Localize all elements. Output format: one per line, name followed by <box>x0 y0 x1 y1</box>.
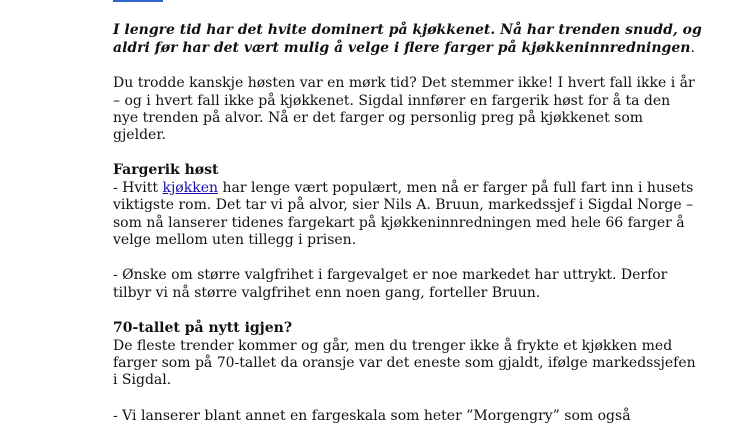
intro-line-2: – og i hvert fall ikke på kjøkkenet. Sigdal innfører en fargerik høst for å ta den <box>113 93 671 109</box>
lead-line-2-text: aldri før har det vært mulig å velge i flere farger på kjøkkeninnredningen <box>113 40 691 56</box>
section1-line-2: viktigste rom. Det tar vi på alvor, sier Nils A. Bruun, markedssjef i Sigdal Norge – <box>113 197 694 213</box>
section1-p2-line-1: - Ønske om større valgfrihet i fargevalget er noe markedet har uttrykt. Derfor <box>113 267 668 283</box>
intro-line-1: Du trodde kanskje høsten var en mørk tid? Det stemmer ikke! I hvert fall ikke i år <box>113 75 695 91</box>
intro-line-3: nye trenden på alvor. Nå er det farger og personlig preg på kjøkkenet som <box>113 110 644 126</box>
section1-line-3: som nå lanserer tidenes fargekart på kjøkkeninnredningen med hele 66 farger å <box>113 215 685 231</box>
header-accent-bar <box>113 0 163 2</box>
lead-line-2-end: . <box>690 40 695 56</box>
section-heading-70-tallet: 70-tallet på nytt igjen? <box>113 320 293 336</box>
lead-line-2 <box>113 40 695 57</box>
section-heading-fargerik-host: Fargerik høst <box>113 162 219 178</box>
section2-line-3: i Sigdal. <box>113 372 172 388</box>
section1-line-1-prefix: - Hvitt <box>113 180 163 196</box>
section1-line-1 <box>113 180 693 197</box>
section1-p2-line-2: tilbyr vi nå større valgfrihet enn noen gang, forteller Bruun. <box>113 285 541 301</box>
lead-line-1: I lengre tid har det hvite dominert på kjøkkenet. Nå har trenden snudd, og <box>113 22 702 38</box>
kjokken-link[interactable]: kjøkken <box>162 180 219 196</box>
section2-line-2: farger som på 70-tallet da oransje var det eneste som gjaldt, ifølge markedssjefen <box>113 355 696 371</box>
section1-line-1-suffix: har lenge vært populært, men nå er farger på full fart inn i husets <box>218 180 694 196</box>
section2-line-1: De fleste trender kommer og går, men du trenger ikke å frykte et kjøkken med <box>113 338 673 354</box>
section1-line-4: velge mellom uten tillegg i prisen. <box>113 232 357 248</box>
section2-next-line: - Vi lanserer blant annet en fargeskala som heter ”Morgengry” som også <box>113 408 631 424</box>
intro-line-4: gjelder. <box>113 127 166 143</box>
